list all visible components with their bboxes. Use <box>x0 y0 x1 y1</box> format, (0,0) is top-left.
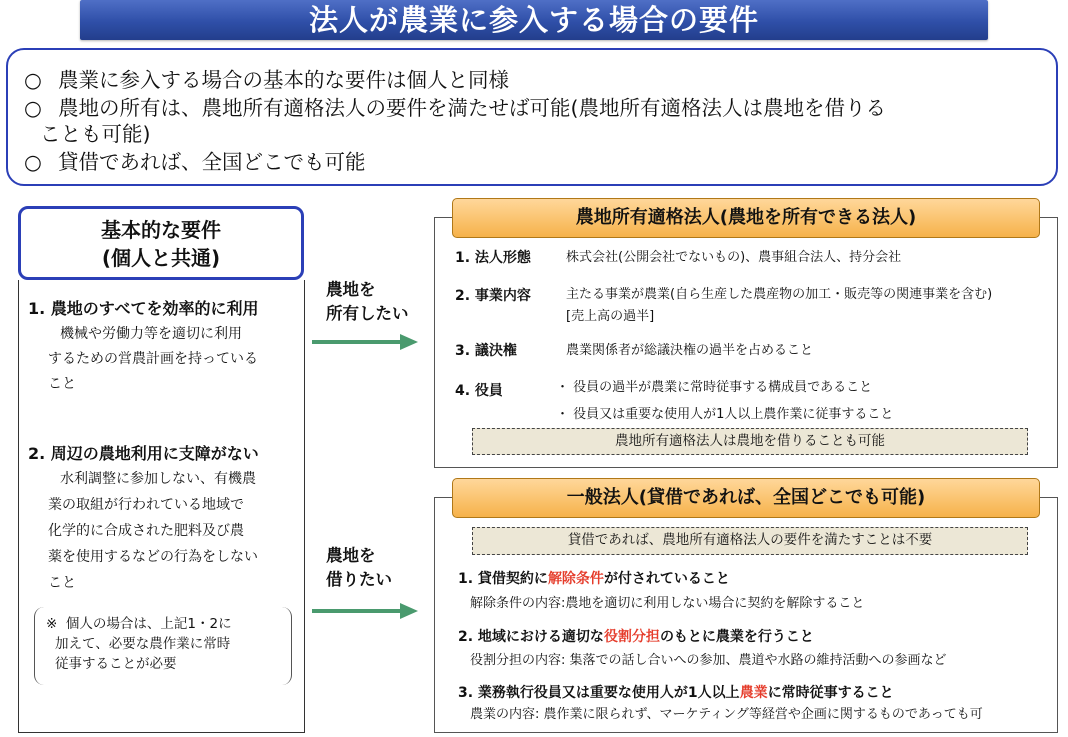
own-land-label: 農地を 所有したい <box>326 280 409 323</box>
summary-line-2: ○ 農地の所有は、農地所有適格法人の要件を満たせば可能(農地所有適格法人は農地を借りる <box>24 96 886 120</box>
general-lease-note: 貸借であれば、農地所有適格法人の要件を満たすことは不要 <box>472 527 1028 555</box>
highlight-term: 農業 <box>739 685 768 701</box>
general-item-heading: 2. 地域における適切な役割分担のもとに農業を行うこと <box>458 629 814 645</box>
highlight-term: 役割分担 <box>603 629 660 645</box>
qualified-corporation-heading: 農地所有適格法人(農地を所有できる法人) <box>452 198 1040 238</box>
basic-item-2-heading: 2. 周辺の農地利用に支障がない <box>28 444 259 463</box>
qualified-row-label: 2. 事業内容 <box>455 288 531 304</box>
page-title: 法人が農業に参入する場合の要件 <box>80 0 988 40</box>
circle-bullet: ○ <box>24 150 42 174</box>
note-mark: ※ <box>46 616 58 632</box>
rent-land-label: 農地を 借りたい <box>326 546 392 589</box>
qualified-row-label: 1. 法人形態 <box>455 250 531 266</box>
general-item-detail: 役割分担の内容: 集落での話し合いへの参加、農道や水路の維持活動への参画など <box>470 653 947 668</box>
basic-item-1-text: 機械や労働力等を適切に利用 <box>60 326 242 342</box>
qualified-row-text: 主たる事業が農業(自ら生産した農産物の加工・販売等の関連事業を含む) <box>566 287 993 302</box>
basic-item-2-text: 化学的に合成された肥料及び農 <box>48 523 244 539</box>
individual-note-line: 加えて、必要な農作業に常時 <box>55 636 231 652</box>
circle-bullet: ○ <box>24 96 42 120</box>
summary-line-3: ○ 貸借であれば、全国どこでも可能 <box>24 150 366 174</box>
qualified-row-text: ・ 役員の過半が農業に常時従事する構成員であること <box>556 380 873 395</box>
general-item-heading: 3. 業務執行役員又は重要な使用人が1人以上農業に常時従事すること <box>458 685 894 701</box>
general-item-heading: 1. 貸借契約に解除条件が付されていること <box>458 571 730 587</box>
basic-item-1-text: こと <box>48 376 76 392</box>
individual-note-line: ※ 個人の場合は、上記1・2に <box>46 616 232 632</box>
general-item-detail: 解除条件の内容:農地を適切に利用しない場合に契約を解除すること <box>470 596 865 611</box>
basic-item-2-text: こと <box>48 575 76 591</box>
basic-item-2-text: 薬を使用するなどの行為をしない <box>48 549 258 565</box>
individual-note-line: 従事することが必要 <box>55 656 177 672</box>
summary-line-1: ○ 農業に参入する場合の基本的な要件は個人と同様 <box>24 68 509 92</box>
circle-bullet: ○ <box>24 68 42 92</box>
general-item-detail: 農業の内容: 農作業に限られず、マーケティング等経営や企画に関するものであっても可 <box>470 707 983 722</box>
summary-line-2-cont: ことも可能) <box>40 122 151 146</box>
basic-item-2-text: 業の取組が行われている地域で <box>48 497 244 513</box>
highlight-term: 解除条件 <box>547 571 604 587</box>
qualified-row-label: 4. 役員 <box>455 383 503 399</box>
basic-requirements-heading: 基本的な要件 (個人と共通) <box>18 206 304 280</box>
arrow-right-icon <box>310 332 420 352</box>
qualified-row-text: 農業関係者が総議決権の過半を占めること <box>566 343 814 358</box>
qualified-lease-note: 農地所有適格法人は農地を借りることも可能 <box>472 428 1028 455</box>
qualified-row-text: 株式会社(公開会社でないもの)、農事組合法人、持分会社 <box>566 250 902 265</box>
basic-item-1-heading: 1. 農地のすべてを効率的に利用 <box>28 299 259 318</box>
general-corporation-heading: 一般法人(貸借であれば、全国どこでも可能) <box>452 478 1040 518</box>
qualified-row-text: [売上高の過半] <box>566 309 655 324</box>
qualified-row-label: 3. 議決権 <box>455 343 517 359</box>
qualified-row-text: ・ 役員又は重要な使用人が1人以上農作業に従事すること <box>556 407 894 422</box>
arrow-right-icon <box>310 601 420 621</box>
summary-box <box>6 48 1058 186</box>
basic-item-2-text: 水利調整に参加しない、有機農 <box>60 471 256 487</box>
basic-item-1-text: するための営農計画を持っている <box>48 351 258 367</box>
